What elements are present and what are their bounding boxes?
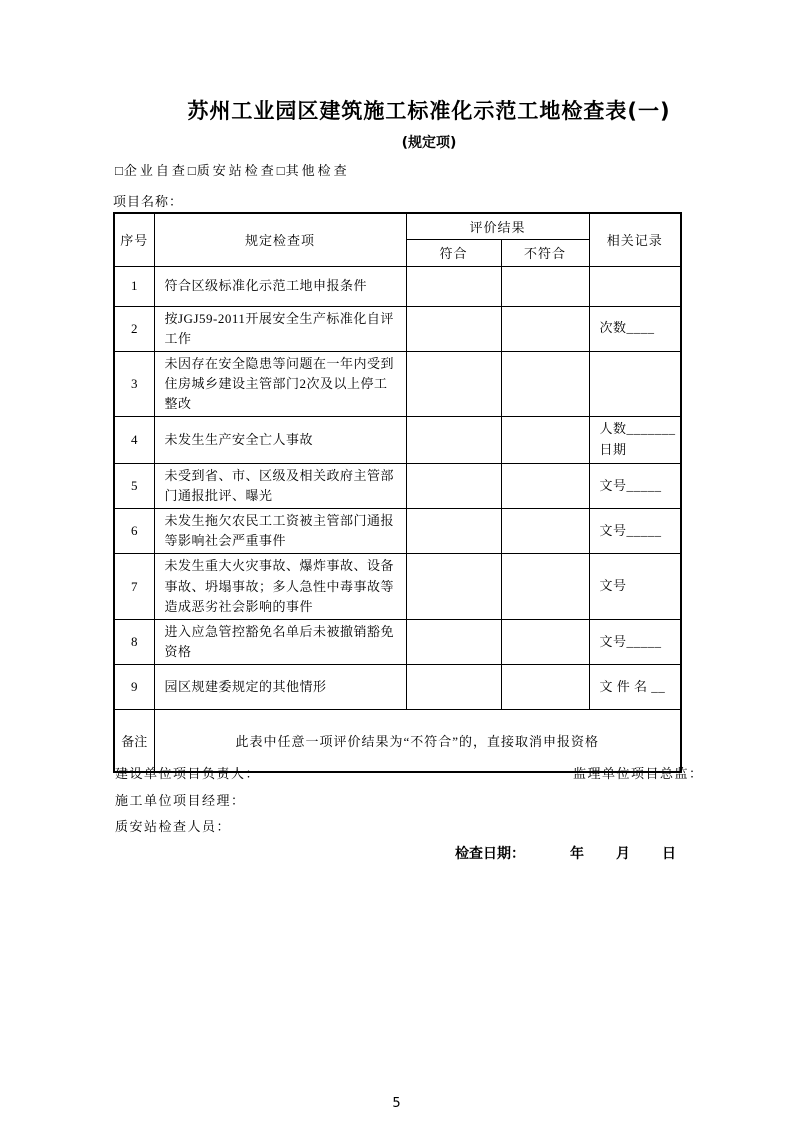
record-line: 文号_____	[599, 633, 662, 649]
builder-signature-label: 建设单位项目负责人：	[115, 766, 261, 781]
table-row	[114, 463, 681, 508]
row-item-text: 按JGJ59-2011开展安全生产标准化自评工作	[154, 306, 406, 351]
table-row	[114, 665, 681, 710]
conform-cell[interactable]	[406, 306, 501, 351]
conform-cell[interactable]	[406, 351, 501, 416]
table-row	[114, 554, 681, 619]
signature-line-1	[115, 763, 704, 782]
row-record	[589, 351, 681, 416]
nonconform-cell[interactable]	[501, 554, 589, 619]
inspector-signature-label: 质安站检查人员：	[115, 819, 232, 834]
conform-cell[interactable]	[406, 266, 501, 306]
row-index: 9	[114, 665, 154, 710]
record-line-2: 日期	[599, 442, 627, 457]
page-title: 苏州工业园区建筑施工标准化示范工地检查表(一)	[187, 99, 671, 123]
row-item-text: 未受到省、市、区级及相关政府主管部门通报批评、曝光	[154, 463, 406, 508]
record-line: 次数____	[599, 320, 655, 336]
inspection-table	[113, 212, 682, 773]
row-index: 3	[114, 351, 154, 416]
row-index: 6	[114, 509, 154, 554]
date-label: 检查日期：	[455, 846, 525, 862]
table-row	[114, 306, 681, 351]
checkbox-other-check[interactable]	[277, 163, 350, 178]
record-line: 人数_______	[599, 421, 676, 437]
row-index: 4	[114, 417, 154, 464]
table-row	[114, 619, 681, 664]
inspection-date-line	[455, 843, 676, 863]
row-item-text: 进入应急管控豁免名单后未被撤销豁免资格	[154, 619, 406, 664]
checkbox-enterprise-self-check[interactable]	[115, 163, 188, 178]
nonconform-cell[interactable]	[501, 417, 589, 464]
table-row	[114, 509, 681, 554]
project-name-label: 项目名称：	[113, 194, 184, 209]
record-line: 文 件 名 __	[599, 678, 666, 694]
nonconform-cell[interactable]	[501, 619, 589, 664]
row-item-text: 未因存在安全隐患等问题在一年内受到住房城乡建设主管部门2次及以上停工整改	[154, 351, 406, 416]
signature-line-3	[115, 816, 231, 835]
supervisor-signature-label: 监理单位项目总监：	[573, 766, 704, 781]
year-label: 年	[570, 846, 584, 862]
row-index: 8	[114, 619, 154, 664]
contractor-signature-label: 施工单位项目经理：	[115, 793, 246, 808]
page-subtitle: (规定项)	[401, 135, 457, 151]
remark-label: 备注	[114, 710, 154, 772]
row-index: 5	[114, 463, 154, 508]
day-label: 日	[662, 846, 676, 862]
conform-cell[interactable]	[406, 554, 501, 619]
nonconform-cell[interactable]	[501, 306, 589, 351]
nonconform-cell[interactable]	[501, 463, 589, 508]
checkbox-icon[interactable]: □	[115, 163, 123, 178]
table-header-row-1	[114, 213, 681, 239]
conform-cell[interactable]	[406, 417, 501, 464]
row-item-text: 园区规建委规定的其他情形	[154, 665, 406, 710]
row-record	[589, 266, 681, 306]
checkbox-label: 企业自查	[123, 163, 188, 178]
checkbox-quality-station-check[interactable]	[188, 163, 277, 178]
checkbox-label: 质安站检查	[196, 163, 277, 178]
table-row	[114, 351, 681, 416]
row-record	[589, 619, 681, 664]
row-record	[589, 509, 681, 554]
table-row	[114, 417, 681, 464]
conform-cell[interactable]	[406, 509, 501, 554]
checkbox-icon[interactable]: □	[276, 163, 285, 178]
month-label: 月	[616, 846, 630, 862]
row-record	[589, 306, 681, 351]
nonconform-cell[interactable]	[501, 266, 589, 306]
row-index: 2	[114, 306, 154, 351]
checkbox-icon[interactable]: □	[187, 163, 196, 178]
row-record	[589, 554, 681, 619]
row-record	[589, 665, 681, 710]
row-index: 1	[114, 266, 154, 306]
checkbox-label: 其他检查	[285, 163, 350, 178]
nonconform-cell[interactable]	[501, 351, 589, 416]
col-header-nonconform: 不符合	[501, 239, 589, 266]
col-header-result-group: 评价结果	[406, 213, 589, 239]
conform-cell[interactable]	[406, 619, 501, 664]
record-line: 文号_____	[599, 522, 662, 538]
check-type-options	[115, 160, 350, 179]
record-line: 文号_____	[599, 477, 662, 493]
row-item-text: 符合区级标准化示范工地申报条件	[154, 266, 406, 306]
signature-line-2	[115, 790, 246, 809]
row-item-text: 未发生拖欠农民工工资被主管部门通报等影响社会严重事件	[154, 509, 406, 554]
col-header-item: 规定检查项	[154, 213, 406, 266]
nonconform-cell[interactable]	[501, 665, 589, 710]
row-record	[589, 417, 681, 464]
row-record	[589, 463, 681, 508]
nonconform-cell[interactable]	[501, 509, 589, 554]
col-header-index: 序号	[114, 213, 154, 266]
conform-cell[interactable]	[406, 665, 501, 710]
table-row	[114, 266, 681, 306]
col-header-record: 相关记录	[589, 213, 681, 266]
row-item-text: 未发生生产安全亡人事故	[154, 417, 406, 464]
conform-cell[interactable]	[406, 463, 501, 508]
col-header-conform: 符合	[406, 239, 501, 266]
row-item-text: 未发生重大火灾事故、爆炸事故、设备事故、坍塌事故；多人急性中毒事故等造成恶劣社会影响的事件	[154, 554, 406, 619]
row-index: 7	[114, 554, 154, 619]
record-line: 文号	[599, 578, 627, 594]
remark-text: 此表中任意一项评价结果为“不符合”的，直接取消申报资格	[154, 710, 681, 772]
page-number: 5	[392, 1096, 401, 1111]
